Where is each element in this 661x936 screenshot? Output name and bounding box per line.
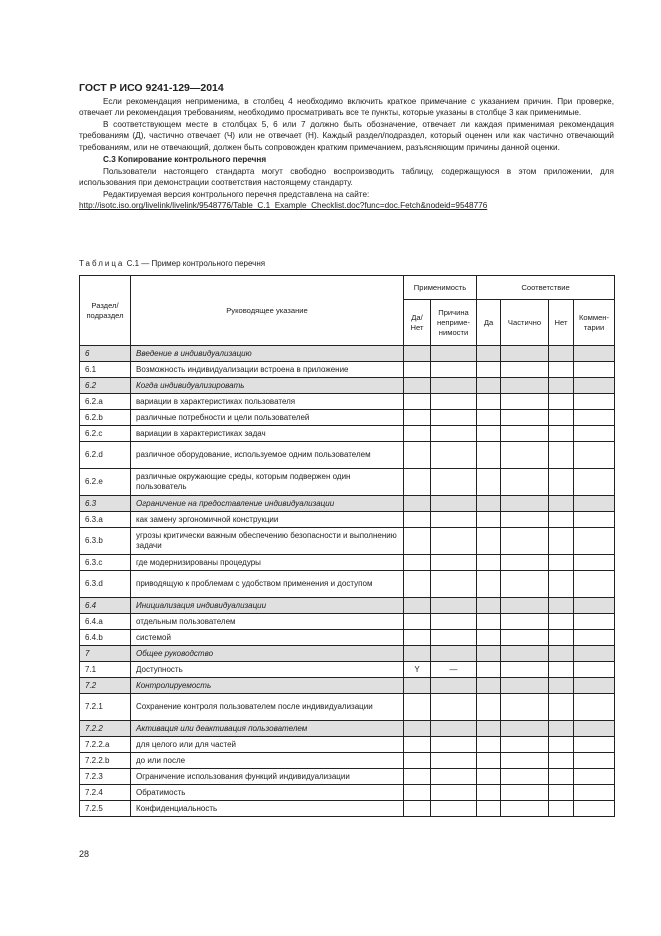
table-row: [80, 410, 615, 426]
section-id: 7: [80, 646, 131, 662]
yes-cell: [477, 662, 501, 678]
yes-cell: [477, 737, 501, 753]
yes-cell: [477, 614, 501, 630]
yes-cell: [477, 571, 501, 598]
table-row: [80, 737, 615, 753]
yes-no-cell: [404, 769, 431, 785]
guidance-text: Контролируемость: [131, 678, 404, 694]
no-cell: [549, 737, 574, 753]
comments-cell: [574, 598, 615, 614]
table-row: [80, 753, 615, 769]
table-row: [80, 555, 615, 571]
no-cell: [549, 753, 574, 769]
comments-cell: [574, 737, 615, 753]
reason-cell: [431, 555, 477, 571]
reason-cell: [431, 614, 477, 630]
no-cell: [549, 555, 574, 571]
no-cell: [549, 410, 574, 426]
comments-cell: [574, 662, 615, 678]
no-cell: [549, 571, 574, 598]
no-cell: [549, 378, 574, 394]
reason-cell: [431, 442, 477, 469]
section-id: 6.3.d: [80, 571, 131, 598]
section-id: 6.3.a: [80, 512, 131, 528]
partial-cell: [501, 496, 549, 512]
checklist-table: [79, 275, 615, 817]
yes-cell: [477, 362, 501, 378]
table-row: [80, 598, 615, 614]
guidance-text: Инициализация индивидуализации: [131, 598, 404, 614]
yes-cell: [477, 496, 501, 512]
table-row: [80, 630, 615, 646]
reason-cell: —: [431, 662, 477, 678]
yes-no-cell: [404, 346, 431, 362]
partial-cell: [501, 442, 549, 469]
guidance-text: Сохранение контроля пользователем после индивидуализации: [131, 694, 404, 721]
guidance-text: Общее руководство: [131, 646, 404, 662]
header-reason: Причина непримe- нимости: [431, 300, 477, 346]
guidance-text: вариации в характеристиках пользователя: [131, 394, 404, 410]
comments-cell: [574, 646, 615, 662]
reason-cell: [431, 769, 477, 785]
partial-cell: [501, 555, 549, 571]
no-cell: [549, 469, 574, 496]
no-cell: [549, 426, 574, 442]
reason-cell: [431, 753, 477, 769]
section-id: 7.2.4: [80, 785, 131, 801]
table-row: [80, 694, 615, 721]
yes-cell: [477, 630, 501, 646]
section-id: 6.2.c: [80, 426, 131, 442]
reason-cell: [431, 394, 477, 410]
comments-cell: [574, 378, 615, 394]
reason-cell: [431, 410, 477, 426]
reason-cell: [431, 362, 477, 378]
guidance-text: Активация или деактивация пользователем: [131, 721, 404, 737]
reason-cell: [431, 737, 477, 753]
table-row: [80, 394, 615, 410]
section-id: 6.4: [80, 598, 131, 614]
guidance-text: до или после: [131, 753, 404, 769]
no-cell: [549, 614, 574, 630]
reason-cell: [431, 571, 477, 598]
partial-cell: [501, 737, 549, 753]
header-conformance: Соответствие: [477, 276, 615, 300]
header-no: Нет: [549, 300, 574, 346]
body-text: [79, 96, 614, 212]
section-id: 7.2.2.b: [80, 753, 131, 769]
partial-cell: [501, 630, 549, 646]
guidance-text: Доступность: [131, 662, 404, 678]
guidance-text: угрозы критически важным обеспечению безопасности и выполнению задачи: [131, 528, 404, 555]
yes-no-cell: [404, 785, 431, 801]
section-id: 7.1: [80, 662, 131, 678]
partial-cell: [501, 721, 549, 737]
reason-cell: [431, 528, 477, 555]
section-id: 7.2.3: [80, 769, 131, 785]
reason-cell: [431, 694, 477, 721]
table-row: [80, 662, 615, 678]
comments-cell: [574, 469, 615, 496]
paragraph: В соответствующем месте в столбцах 5, 6 или 7 должно быть обозначение, отвечает ли каждая применимая рекомендация требованиям (Д), частично отвечает (Ч) или не отвечает (Н). Каждый раздел/подраздел, который оценен или как частично отвечающий требованиям, или не отвечающий, должен быть сопровожден кратким примечанием, разъясняющим причины данной оценки.: [79, 119, 614, 152]
yes-no-cell: [404, 737, 431, 753]
guidance-text: как замену эргономичной конструкции: [131, 512, 404, 528]
table-row: [80, 469, 615, 496]
reason-cell: [431, 346, 477, 362]
comments-cell: [574, 512, 615, 528]
table-row: [80, 496, 615, 512]
comments-cell: [574, 528, 615, 555]
no-cell: [549, 362, 574, 378]
yes-no-cell: [404, 646, 431, 662]
table-row: [80, 785, 615, 801]
comments-cell: [574, 346, 615, 362]
section-id: 7.2.1: [80, 694, 131, 721]
comments-cell: [574, 496, 615, 512]
yes-cell: [477, 801, 501, 817]
guidance-text: Обратимость: [131, 785, 404, 801]
no-cell: [549, 442, 574, 469]
table-row: [80, 614, 615, 630]
table-row: [80, 346, 615, 362]
comments-cell: [574, 571, 615, 598]
table-row: [80, 571, 615, 598]
section-id: 6.2.b: [80, 410, 131, 426]
no-cell: [549, 769, 574, 785]
guidance-text: Ограничение использования функций индивидуализации: [131, 769, 404, 785]
reason-cell: [431, 678, 477, 694]
partial-cell: [501, 394, 549, 410]
no-cell: [549, 678, 574, 694]
guidance-text: для целого или для частей: [131, 737, 404, 753]
header-applicability: Применимость: [404, 276, 477, 300]
no-cell: [549, 646, 574, 662]
table-row: [80, 378, 615, 394]
section-id: 6.4.b: [80, 630, 131, 646]
comments-cell: [574, 678, 615, 694]
yes-cell: [477, 512, 501, 528]
document-header: ГОСТ Р ИСО 9241-129—2014: [79, 82, 224, 94]
section-id: 7.2: [80, 678, 131, 694]
comments-cell: [574, 721, 615, 737]
table-caption: [79, 259, 265, 268]
header-yes: Да: [477, 300, 501, 346]
section-heading: С.3 Копирование контрольного перечня: [103, 155, 267, 165]
reason-cell: [431, 512, 477, 528]
table-row: [80, 801, 615, 817]
section-id: 6.1: [80, 362, 131, 378]
partial-cell: [501, 469, 549, 496]
yes-cell: [477, 753, 501, 769]
reason-cell: [431, 496, 477, 512]
guidance-text: Конфиденциальность: [131, 801, 404, 817]
no-cell: [549, 528, 574, 555]
yes-no-cell: [404, 598, 431, 614]
table-row: [80, 512, 615, 528]
comments-cell: [574, 394, 615, 410]
paragraph: Пользователи настоящего стандарта могут свободно воспроизводить таблицу, содержащуюся в этом приложении, для использования при демонстрации соответствия настоящему стандарту.: [79, 167, 614, 188]
caption-prefix: Таблица: [79, 259, 125, 268]
yes-cell: [477, 785, 501, 801]
partial-cell: [501, 598, 549, 614]
partial-cell: [501, 362, 549, 378]
yes-cell: [477, 346, 501, 362]
header-comments: Коммен- тарии: [574, 300, 615, 346]
yes-no-cell: [404, 694, 431, 721]
partial-cell: [501, 769, 549, 785]
yes-cell: [477, 426, 501, 442]
section-id: 6.2.d: [80, 442, 131, 469]
guidance-text: Ограничение на предоставление индивидуализации: [131, 496, 404, 512]
yes-no-cell: [404, 528, 431, 555]
partial-cell: [501, 801, 549, 817]
comments-cell: [574, 362, 615, 378]
partial-cell: [501, 678, 549, 694]
reason-cell: [431, 801, 477, 817]
comments-cell: [574, 614, 615, 630]
no-cell: [549, 346, 574, 362]
guidance-text: различные потребности и цели пользователей: [131, 410, 404, 426]
section-id: 6.2.a: [80, 394, 131, 410]
yes-cell: [477, 555, 501, 571]
yes-cell: [477, 721, 501, 737]
reason-cell: [431, 469, 477, 496]
partial-cell: [501, 528, 549, 555]
yes-no-cell: [404, 394, 431, 410]
guidance-text: отдельным пользователем: [131, 614, 404, 630]
partial-cell: [501, 614, 549, 630]
yes-no-cell: [404, 678, 431, 694]
section-id: 6.2.e: [80, 469, 131, 496]
table-row: [80, 426, 615, 442]
table-row: [80, 362, 615, 378]
section-id: 6.4.a: [80, 614, 131, 630]
yes-no-cell: [404, 555, 431, 571]
guidance-text: различное оборудование, используемое одним пользователем: [131, 442, 404, 469]
yes-no-cell: [404, 496, 431, 512]
comments-cell: [574, 410, 615, 426]
page-number: 28: [79, 849, 90, 859]
yes-cell: [477, 769, 501, 785]
yes-no-cell: [404, 801, 431, 817]
partial-cell: [501, 378, 549, 394]
yes-no-cell: [404, 571, 431, 598]
table-row: [80, 528, 615, 555]
table-row: [80, 678, 615, 694]
comments-cell: [574, 630, 615, 646]
guidance-text: различные окружающие среды, которым подвержен один пользователь: [131, 469, 404, 496]
partial-cell: [501, 426, 549, 442]
no-cell: [549, 496, 574, 512]
no-cell: [549, 662, 574, 678]
no-cell: [549, 694, 574, 721]
partial-cell: [501, 571, 549, 598]
section-id: 7.2.2: [80, 721, 131, 737]
comments-cell: [574, 426, 615, 442]
yes-cell: [477, 694, 501, 721]
yes-no-cell: [404, 721, 431, 737]
guidance-text: Когда индивидуализировать: [131, 378, 404, 394]
no-cell: [549, 801, 574, 817]
yes-cell: [477, 598, 501, 614]
yes-cell: [477, 442, 501, 469]
comments-cell: [574, 555, 615, 571]
guidance-text: Возможность индивидуализации встроена в приложение: [131, 362, 404, 378]
checklist-link[interactable]: http://isotc.iso.org/livelink/livelink/9548776/Table_C.1_Example_Checklist.doc?func=doc.Fetch&nodeid=9548776: [79, 201, 488, 211]
yes-cell: [477, 646, 501, 662]
comments-cell: [574, 801, 615, 817]
guidance-text: приводящую к проблемам с удобством применения и доступом: [131, 571, 404, 598]
yes-no-cell: [404, 362, 431, 378]
no-cell: [549, 512, 574, 528]
no-cell: [549, 785, 574, 801]
reason-cell: [431, 426, 477, 442]
yes-no-cell: Y: [404, 662, 431, 678]
partial-cell: [501, 346, 549, 362]
yes-cell: [477, 410, 501, 426]
no-cell: [549, 630, 574, 646]
comments-cell: [574, 753, 615, 769]
guidance-text: системой: [131, 630, 404, 646]
section-id: 6.3.b: [80, 528, 131, 555]
yes-no-cell: [404, 753, 431, 769]
partial-cell: [501, 694, 549, 721]
partial-cell: [501, 512, 549, 528]
yes-no-cell: [404, 410, 431, 426]
header-yes-no: Да/ Нет: [404, 300, 431, 346]
guidance-text: где модернизированы процедуры: [131, 555, 404, 571]
yes-cell: [477, 528, 501, 555]
section-id: 6.2: [80, 378, 131, 394]
section-id: 7.2.5: [80, 801, 131, 817]
reason-cell: [431, 630, 477, 646]
table-row: [80, 442, 615, 469]
caption-text: С.1 — Пример контрольного перечня: [126, 259, 266, 268]
no-cell: [549, 598, 574, 614]
yes-no-cell: [404, 378, 431, 394]
section-id: 6: [80, 346, 131, 362]
header-partial: Частично: [501, 300, 549, 346]
comments-cell: [574, 769, 615, 785]
yes-cell: [477, 469, 501, 496]
table-row: [80, 721, 615, 737]
yes-cell: [477, 678, 501, 694]
yes-cell: [477, 394, 501, 410]
yes-no-cell: [404, 426, 431, 442]
reason-cell: [431, 598, 477, 614]
section-id: 7.2.2.a: [80, 737, 131, 753]
partial-cell: [501, 646, 549, 662]
comments-cell: [574, 442, 615, 469]
reason-cell: [431, 646, 477, 662]
reason-cell: [431, 721, 477, 737]
no-cell: [549, 394, 574, 410]
comments-cell: [574, 785, 615, 801]
header-guidance: Руководящее указание: [131, 276, 404, 346]
reason-cell: [431, 378, 477, 394]
no-cell: [549, 721, 574, 737]
paragraph: Если рекомендация неприменима, в столбец 4 необходимо включить краткое примечание с указанием причин. При проверке, отвечает ли рекомендация требованиям, необходимо просматривать все те пункты, которые указаны в столбце 3 как применимые.: [79, 97, 614, 118]
yes-no-cell: [404, 614, 431, 630]
partial-cell: [501, 662, 549, 678]
section-id: 6.3: [80, 496, 131, 512]
yes-no-cell: [404, 469, 431, 496]
paragraph: Редактируемая версия контрольного перечня представлена на сайте:: [103, 189, 370, 199]
table-row: [80, 769, 615, 785]
guidance-text: вариации в характеристиках задач: [131, 426, 404, 442]
partial-cell: [501, 410, 549, 426]
table-row: [80, 646, 615, 662]
reason-cell: [431, 785, 477, 801]
header-section: Раздел/ подраздел: [80, 276, 131, 346]
partial-cell: [501, 753, 549, 769]
comments-cell: [574, 694, 615, 721]
yes-no-cell: [404, 630, 431, 646]
guidance-text: Введение в индивидуализацию: [131, 346, 404, 362]
partial-cell: [501, 785, 549, 801]
yes-cell: [477, 378, 501, 394]
section-id: 6.3.c: [80, 555, 131, 571]
yes-no-cell: [404, 442, 431, 469]
yes-no-cell: [404, 512, 431, 528]
